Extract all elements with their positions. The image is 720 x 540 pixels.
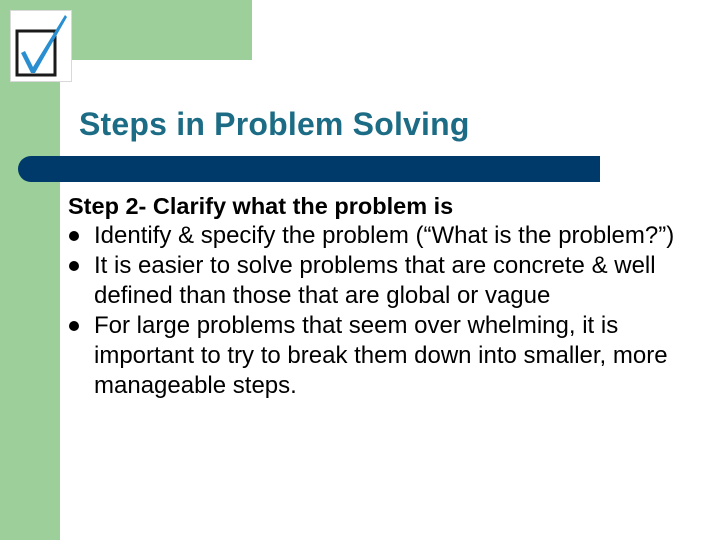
bullet-text: Identify & specify the problem (“What is the problem?”)	[94, 222, 675, 249]
title-divider	[18, 156, 600, 182]
logo	[10, 10, 72, 82]
bullet-text: It is easier to solve problems that are concrete & well defined than those that are global or vague	[94, 252, 656, 309]
step-heading: Step 2- Clarify what the problem is	[68, 193, 454, 219]
bullet-item	[68, 251, 708, 311]
slide-title: Steps in Problem Solving	[79, 106, 470, 142]
bullet-text: For large problems that seem over whelming, it is important to try to break them down into smaller, more manageable steps.	[94, 312, 668, 399]
slide-body	[68, 191, 708, 401]
bullet-dot-icon	[69, 321, 79, 331]
checkmark-icon	[11, 11, 73, 83]
bullet-item	[68, 221, 708, 251]
bullet-dot-icon	[69, 231, 79, 241]
bullet-dot-icon	[69, 261, 79, 271]
bullet-item	[68, 311, 708, 401]
